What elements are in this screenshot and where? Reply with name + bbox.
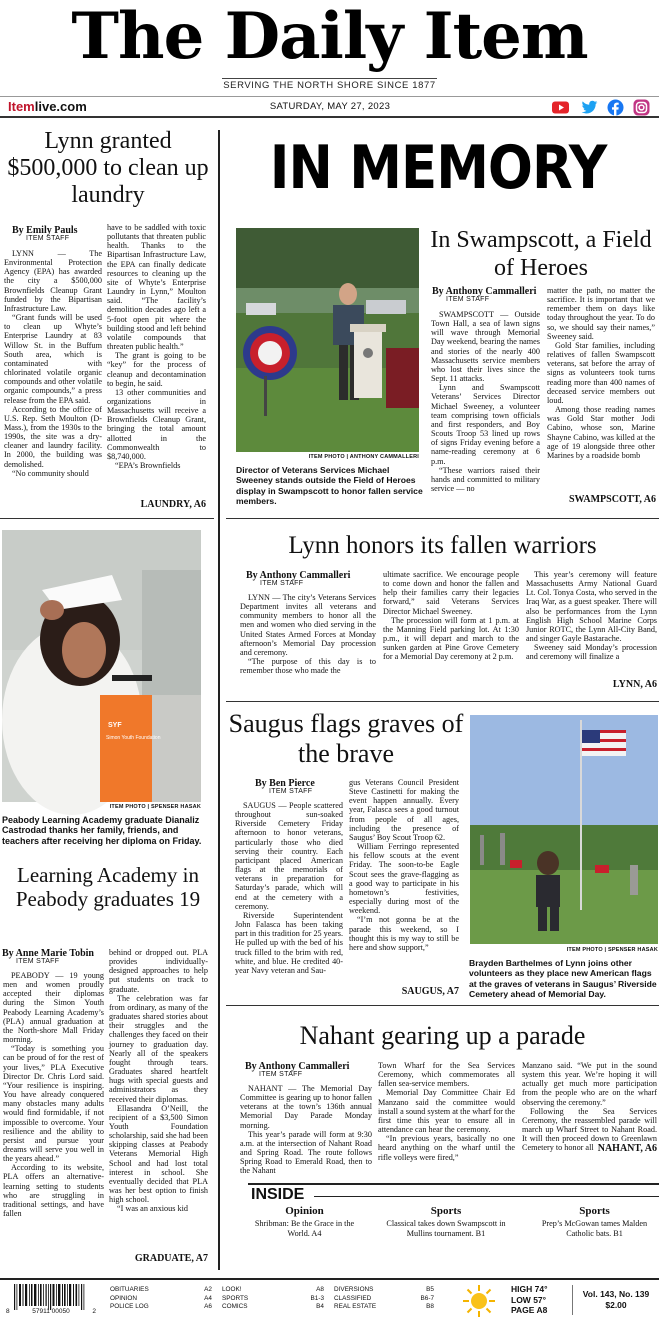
swampscott-jump[interactable]: SWAMPSCOTT, A6 xyxy=(568,494,656,505)
inside-label-rule xyxy=(314,1196,659,1197)
index-row[interactable] xyxy=(222,1303,324,1312)
inside-rule xyxy=(248,1183,659,1185)
in-memory-banner: IN MEMORY xyxy=(269,134,607,203)
saugus-byline-block xyxy=(255,778,350,795)
index-label: OBITUARIES xyxy=(110,1286,149,1293)
laundry-body-col2 xyxy=(107,223,206,498)
index-label: SPORTS xyxy=(222,1294,249,1302)
paragraph: Riverside Superintendent John Falasca has been taking part in this tradition for 25 years. He pulled up with the bed of his truck filled to the brim with red, white, and blue. He credited 40-year Navy veteran and Sau- xyxy=(235,910,344,975)
index-page: B8 xyxy=(426,1303,434,1311)
divider xyxy=(226,701,659,702)
laundry-staff: ITEM STAFF xyxy=(26,235,70,242)
inside-teaser-text: Shribman: Be the Grace in the World. A4 xyxy=(254,1219,355,1238)
price: $2.00 xyxy=(605,1300,627,1310)
site-link-red: Item xyxy=(8,99,35,114)
inside-band xyxy=(248,1183,659,1268)
paragraph: The celebration was far from ordinary, as many of the graduates shared stories about their struggles and the challenges they faced on their journey to graduation day. Nearly all of the speakers fought through tears. Graduates shared heartfelt hugs with special guests and administrators as they received their diplomas. xyxy=(109,993,208,1104)
paragraph: “No community should xyxy=(12,468,89,478)
nahant-headline[interactable]: Nahant gearing up a parade xyxy=(299,1021,586,1050)
footer xyxy=(0,1278,659,1320)
lynn-honors-body-col2 xyxy=(383,570,519,692)
peabody-byline-block xyxy=(2,948,107,965)
laundry-headline[interactable]: Lynn granted $500,000 to clean up laundry xyxy=(7,128,209,208)
index-col-2 xyxy=(222,1286,324,1312)
paragraph: “EPA’s Brownfields xyxy=(115,461,181,471)
peabody-headline[interactable]: Learning Academy in Peabody graduates 19 xyxy=(15,863,201,911)
inside-teaser-sports-1[interactable] xyxy=(376,1205,516,1238)
index-row[interactable] xyxy=(222,1295,324,1304)
paragraph: 13 other communities and organizations in Massachusetts will receive a Brownfields Cleanup Grant, bringing the total amount allotted in the Commonwealth to $8,740,000. xyxy=(107,387,206,461)
sweeney-photo xyxy=(236,228,419,452)
index-row[interactable] xyxy=(334,1295,434,1304)
podium-text: Simon Youth Foundation xyxy=(106,735,161,741)
issue-date: SATURDAY, MAY 27, 2023 xyxy=(269,101,391,112)
index-page: B5 xyxy=(426,1286,434,1293)
nahant-byline-block xyxy=(245,1061,385,1078)
paragraph: “These warriors raised their hands and committed to military service — no xyxy=(431,465,540,493)
newspaper-title: The Daily Item xyxy=(71,0,588,74)
saugus-staff: ITEM STAFF xyxy=(269,788,313,795)
paragraph: Gold Star families, including relatives of fallen Swampscott veterans, sat before the array of signs as volunteers took turns reading more than 400 names of deceased service members out loud. xyxy=(547,340,655,405)
paragraph: Manzano said. “We put in the sound system this year. We’re hoping it will actually get much more participation from the people who are on the wharf observing the ceremony.” xyxy=(522,1061,657,1107)
issue-info xyxy=(576,1289,656,1311)
site-link-rest: live.com xyxy=(34,99,87,114)
saugus-byline: By Ben Pierce xyxy=(255,778,315,789)
inside-teaser-section: Sports xyxy=(430,1205,462,1217)
paragraph: SWAMPSCOTT — Outside Town Hall, a sea of lawn signs will wave through Memorial Day weekend, bearing the names and stories of the nearly 400 Massachusetts service members who lost their lives since the Sept. 11 attacks. xyxy=(431,310,540,384)
index-row[interactable] xyxy=(334,1303,434,1312)
volume-number: Vol. 143, No. 139 xyxy=(582,1289,650,1299)
weather-page[interactable]: PAGE A8 xyxy=(511,1305,548,1315)
index-row[interactable] xyxy=(334,1286,434,1295)
saugus-body-col1 xyxy=(235,801,343,1001)
flag-photo-credit: ITEM PHOTO | SPENSER HASAK xyxy=(566,947,658,953)
paragraph: “Today is something you can be proud of for the rest of your lives,” PLA Executive Director Dr. Chris Lord said. “Your resilience is inspiring. You have already conquered many obstacles many adults would find formidable, if not impossible to overcome. Your resilience and the ability to persist and pursue your dreams will serve you well in the years ahead.” xyxy=(3,1044,104,1164)
laundry-jump[interactable]: LAUNDRY, A6 xyxy=(140,499,206,510)
barcode-bars xyxy=(6,1284,96,1310)
index-label: REAL ESTATE xyxy=(334,1303,377,1311)
sweeney-photo-caption: Director of Veterans Services Michael Sweeney stands outside the Field of Heroes display in Swampscott to honor fallen service members. xyxy=(236,465,423,507)
podium-logo: SYF xyxy=(108,722,122,729)
index-page: A4 xyxy=(204,1294,212,1302)
index-label: DIVERSIONS xyxy=(334,1286,374,1293)
paragraph: Ellasandra O’Neill, the recipient of a $3,500 Simon Youth Foundation scholarship, said she had been skipping classes at Peabody Veterans Memorial High School and had lost total interest in school. She eventually decided that PLA was her best option to finish high school. xyxy=(109,1103,208,1205)
saugus-jump[interactable]: SAUGUS, A7 xyxy=(401,986,459,997)
swampscott-body-col1 xyxy=(431,310,540,512)
divider xyxy=(226,518,659,519)
masthead-tagline: SERVING THE NORTH SHORE SINCE 1877 xyxy=(223,80,436,91)
peabody-jump[interactable]: GRADUATE, A7 xyxy=(134,1253,208,1264)
lynn-honors-byline-block xyxy=(246,570,386,587)
paragraph: Memorial Day Committee Chair Ed Manzano said the committee would install a sound system at the wharf for the first time this year to ensure all in attendance can hear the ceremony. xyxy=(378,1088,515,1135)
index-label: CLASSIFIED xyxy=(334,1294,372,1302)
inside-teaser-section: Sports xyxy=(579,1205,610,1217)
swampscott-byline-block xyxy=(432,286,547,303)
peabody-byline: By Anne Marie Tobin xyxy=(2,948,94,959)
index-row[interactable] xyxy=(110,1295,212,1304)
masthead-rule xyxy=(222,78,437,79)
index-page: B4 xyxy=(316,1303,324,1311)
index-page: A8 xyxy=(316,1286,324,1293)
paragraph: This year’s ceremony will feature Massachusetts Army National Guard Lt. Col. Tonya Costa, who served in the Iraq War, as a guest speaker. There will also be performances from the Lynn English High School Marine Corps Junior ROTC, the Lynn All-City Band, and singer Gayle Bastarache. xyxy=(526,570,657,644)
inside-teaser-opinion[interactable] xyxy=(248,1205,361,1238)
paragraph: “The purpose of this day is to remember those who made the xyxy=(240,657,376,676)
paragraph: “I’m not gonna be at the parade this weekend, so I thought this is my way to still be here and show support,” xyxy=(349,915,459,952)
footer-divider xyxy=(572,1285,573,1315)
paragraph: behind or dropped out. PLA provides individually-designed approaches to help put students on track to graduate. xyxy=(109,948,208,994)
facebook-icon[interactable] xyxy=(607,99,624,116)
paragraph: ultimate sacrifice. We encourage people to come down and honor the fallen and help their families carry their legacies forward,” said Veterans Services Director Michael Sweeney. xyxy=(383,570,519,616)
paragraph: The procession will form at 1 p.m. at the Manning Field parking lot. At 1:30 p.m., it will depart and march to the sunken garden at Pine Grove Cemetery for a Memorial Day ceremony at 2 p.m. xyxy=(383,615,519,662)
barcode-main-digits: 57911 00050 xyxy=(32,1308,70,1315)
lynn-honors-jump[interactable]: LYNN, A6 xyxy=(612,679,657,690)
paragraph: PEABODY — 19 young men and women proudly accepted their diplomas during the Simon Youth Peabody Learning Academy’s (PLA) annual graduation at the North-shore Mall Friday morning. xyxy=(3,971,104,1045)
weather-low: LOW 57° xyxy=(511,1294,547,1305)
lynn-honors-body-col3 xyxy=(526,570,657,682)
saugus-body-col2 xyxy=(349,778,459,986)
lynn-honors-body-col1 xyxy=(240,593,376,700)
paragraph: “In previous years, basically no one heard anything on the wharf until the rifle volleys were fired,” xyxy=(378,1134,515,1162)
laundry-body-col1 xyxy=(4,249,102,512)
paragraph: Town Wharf for the Sea Services Ceremony, which commemorates all fallen sea-service members. xyxy=(378,1061,515,1089)
paragraph: Lynn and Swampscott Veterans’ Services Director Michael Sweeney, a volunteer team comprising town officials and first responders, and Boy Scouts Troop 53 lined up rows of signs Friday evening before a name-reading ceremony at 6 p.m. xyxy=(431,383,540,466)
nahant-body-col2 xyxy=(378,1061,515,1179)
barcode-left-digit: 8 xyxy=(6,1308,10,1315)
divider xyxy=(226,1005,659,1006)
lynn-honors-byline: By Anthony Cammalleri xyxy=(246,570,351,581)
nahant-jump[interactable]: NAHANT, A6 xyxy=(597,1143,657,1154)
flag-photo xyxy=(470,715,658,944)
top-bar xyxy=(0,96,659,118)
peabody-staff: ITEM STAFF xyxy=(16,958,60,965)
weather xyxy=(511,1284,571,1316)
swampscott-body-col2 xyxy=(547,286,655,492)
site-link[interactable] xyxy=(8,99,87,114)
barcode xyxy=(6,1284,96,1318)
laundry-byline: By Emily Pauls xyxy=(12,225,78,236)
peabody-body-col2 xyxy=(109,948,208,1252)
instagram-icon[interactable] xyxy=(633,99,650,116)
twitter-icon[interactable] xyxy=(581,99,598,116)
graduate-photo xyxy=(2,530,201,802)
laundry-byline-block xyxy=(12,225,107,242)
nahant-staff: ITEM STAFF xyxy=(259,1071,303,1078)
paragraph: SAUGUS — People scattered throughout sun-soaked Riverside Cemetery Friday afternoon to honor veterans, particularly those who died serving their country. Each participant placed American flags at the memorials of veterans in preparation for Saturday’s parade, which will end at the cemetery with a ceremony. xyxy=(235,801,343,911)
inside-teaser-sports-2[interactable] xyxy=(532,1205,657,1238)
paragraph: The grant is going to be “key” for the process of cleanup and decontamination to begin, he said. xyxy=(107,351,206,388)
paragraph: “Grant funds will be used to clean up Whyte’s Enterprise Laundry at 83 Willow St. in the Buffum South area, which is contaminated with chlorinated volatile organic compounds and other volatile organic compounds,” a press release from the EPA said. xyxy=(4,313,102,405)
sweeney-photo-credit: ITEM PHOTO | ANTHONY CAMMALLERI xyxy=(308,454,419,460)
paragraph: gus Veterans Council President Steve Castinetti for making the event happen annually. Every year, Falasca sees a good turnout from people of all ages, including the presence of Saugus’ Boy Scout Troop 62. xyxy=(349,778,459,842)
paragraph: LYNN — The city’s Veterans Services Department invites all veterans and community members to honor all the men and women who died serving in the United States Armed Forces at Monday afternoon’s Memorial Day procession and ceremony. xyxy=(240,593,376,657)
paragraph: NAHANT — The Memorial Day Committee is gearing up to honor fallen veterans at the town’s 136th annual Memorial Day Parade Monday morning. xyxy=(240,1084,372,1130)
inside-label: INSIDE xyxy=(251,1186,305,1203)
lynn-honors-staff: ITEM STAFF xyxy=(260,580,304,587)
graduate-photo-caption: Peabody Learning Academy graduate Dianaliz Castrodad thanks her family, friends, and teachers after receiving her diploma on Friday. xyxy=(2,815,202,846)
inside-teaser-text: Prep’s McGowan tames Malden Catholic bats. B1 xyxy=(541,1219,648,1238)
masthead xyxy=(0,0,659,95)
inside-teaser-text: Classical takes down Swampscott in Mullins tournament. B1 xyxy=(386,1219,506,1238)
swampscott-headline[interactable]: In Swampscott, a Field of Heroes xyxy=(430,227,652,281)
paragraph: LYNN — The Environmental Protection Agency (EPA) has awarded the city a $500,000 Brownfields Cleanup Grant funded by the Bipartisan Infrastructure Law. xyxy=(4,249,102,313)
flag-photo-caption: Brayden Barthelmes of Lynn joins other volunteers as they place new American flags at the graves of veterans in Saugus’ Riverside Cemetery ahead of Memorial Day. xyxy=(469,958,657,1000)
paragraph: William Ferringo represented his fellow scouts at the event Friday. The soon-to-be Eagle Scout sees the grave-flagging as a good way to participate in his hometown’s festivities, especially during most of the weekend. xyxy=(349,842,459,916)
index-page: A6 xyxy=(204,1303,212,1311)
index-label: POLICE LOG xyxy=(110,1303,149,1311)
youtube-icon[interactable] xyxy=(552,99,569,116)
swampscott-staff: ITEM STAFF xyxy=(446,296,490,303)
paragraph: Sweeney said Monday’s procession and ceremony will finalize a xyxy=(526,643,657,662)
index-page: B6-7 xyxy=(420,1294,434,1302)
paragraph: Following the Sea Services Ceremony, the reassembled parade will march up Wharf Street to Nahant Road. It will then proceed down to Greenlawn Cemetery to honor all xyxy=(522,1106,657,1153)
index-label: OPINION xyxy=(110,1294,137,1302)
barcode-right-digit: 2 xyxy=(92,1308,96,1315)
sun-icon xyxy=(462,1284,496,1318)
index-col-1 xyxy=(110,1286,212,1312)
column-rule xyxy=(218,130,220,1270)
index-page: A2 xyxy=(204,1286,212,1293)
index-page: B1-3 xyxy=(310,1294,324,1302)
lynn-honors-headline[interactable]: Lynn honors its fallen warriors xyxy=(288,532,597,559)
index-col-3 xyxy=(334,1286,434,1312)
index-row[interactable] xyxy=(222,1286,324,1295)
peabody-body-col1 xyxy=(3,971,104,1267)
paragraph: have to be saddled with toxic pollutants that threaten public health. Thanks to the Bipartisan Infrastructure Law, the EPA can finally dedicate resources to cleaning up the site of Whyte’s Enterprise Laundry in Lynn,” Moulton said. “The facility’s demolition decades ago left a 5-foot open pit where the building stood and left behind volatile compounds that threaten public health.” xyxy=(107,223,206,352)
nahant-body-col1 xyxy=(240,1084,372,1181)
barcode-digits xyxy=(6,1308,96,1315)
index-row[interactable] xyxy=(110,1303,212,1312)
index-label: LOOK! xyxy=(222,1286,242,1293)
paragraph: Among those reading names was Gold Star mother Jodi Cabino, whose son, Marine Shayne Cabino, was killed at the age of 19 alongside three other Marines by a roadside bomb xyxy=(547,405,655,460)
saugus-headline[interactable]: Saugus flags graves of the brave xyxy=(228,709,464,768)
nahant-byline: By Anthony Cammalleri xyxy=(245,1061,350,1072)
paragraph: According to the office of U.S. Rep. Seth Moulton (D-Mass.), from the 1930s to the 1990s, the site was a dry-cleaner and laundry facility. In 2000, the building was demolished. xyxy=(4,404,102,469)
paragraph: According to its website, PLA offers an alternative-learning setting to students who are struggling in traditional settings, and have fallen xyxy=(3,1163,104,1219)
divider xyxy=(0,518,214,519)
index-row[interactable] xyxy=(110,1286,212,1295)
swampscott-byline: By Anthony Cammalleri xyxy=(432,286,537,297)
weather-high: HIGH 74° xyxy=(511,1284,548,1294)
paragraph: This year’s parade will form at 9:30 a.m. at the intersection of Nahant Road and Spring Road. The route follows Spring Road to Emerald Road, then to the Nahant xyxy=(240,1129,372,1176)
graduate-photo-credit: ITEM PHOTO | SPENSER HASAK xyxy=(109,804,201,810)
paragraph: matter the path, no matter the sacrifice. It is important that we remember them on days like today throughout the year. To do so, we should say their names,” Sweeney said. xyxy=(547,286,655,341)
index-label: COMICS xyxy=(222,1303,248,1311)
inside-teaser-section: Opinion xyxy=(285,1205,324,1217)
paragraph: “I was an anxious kid xyxy=(117,1204,188,1214)
